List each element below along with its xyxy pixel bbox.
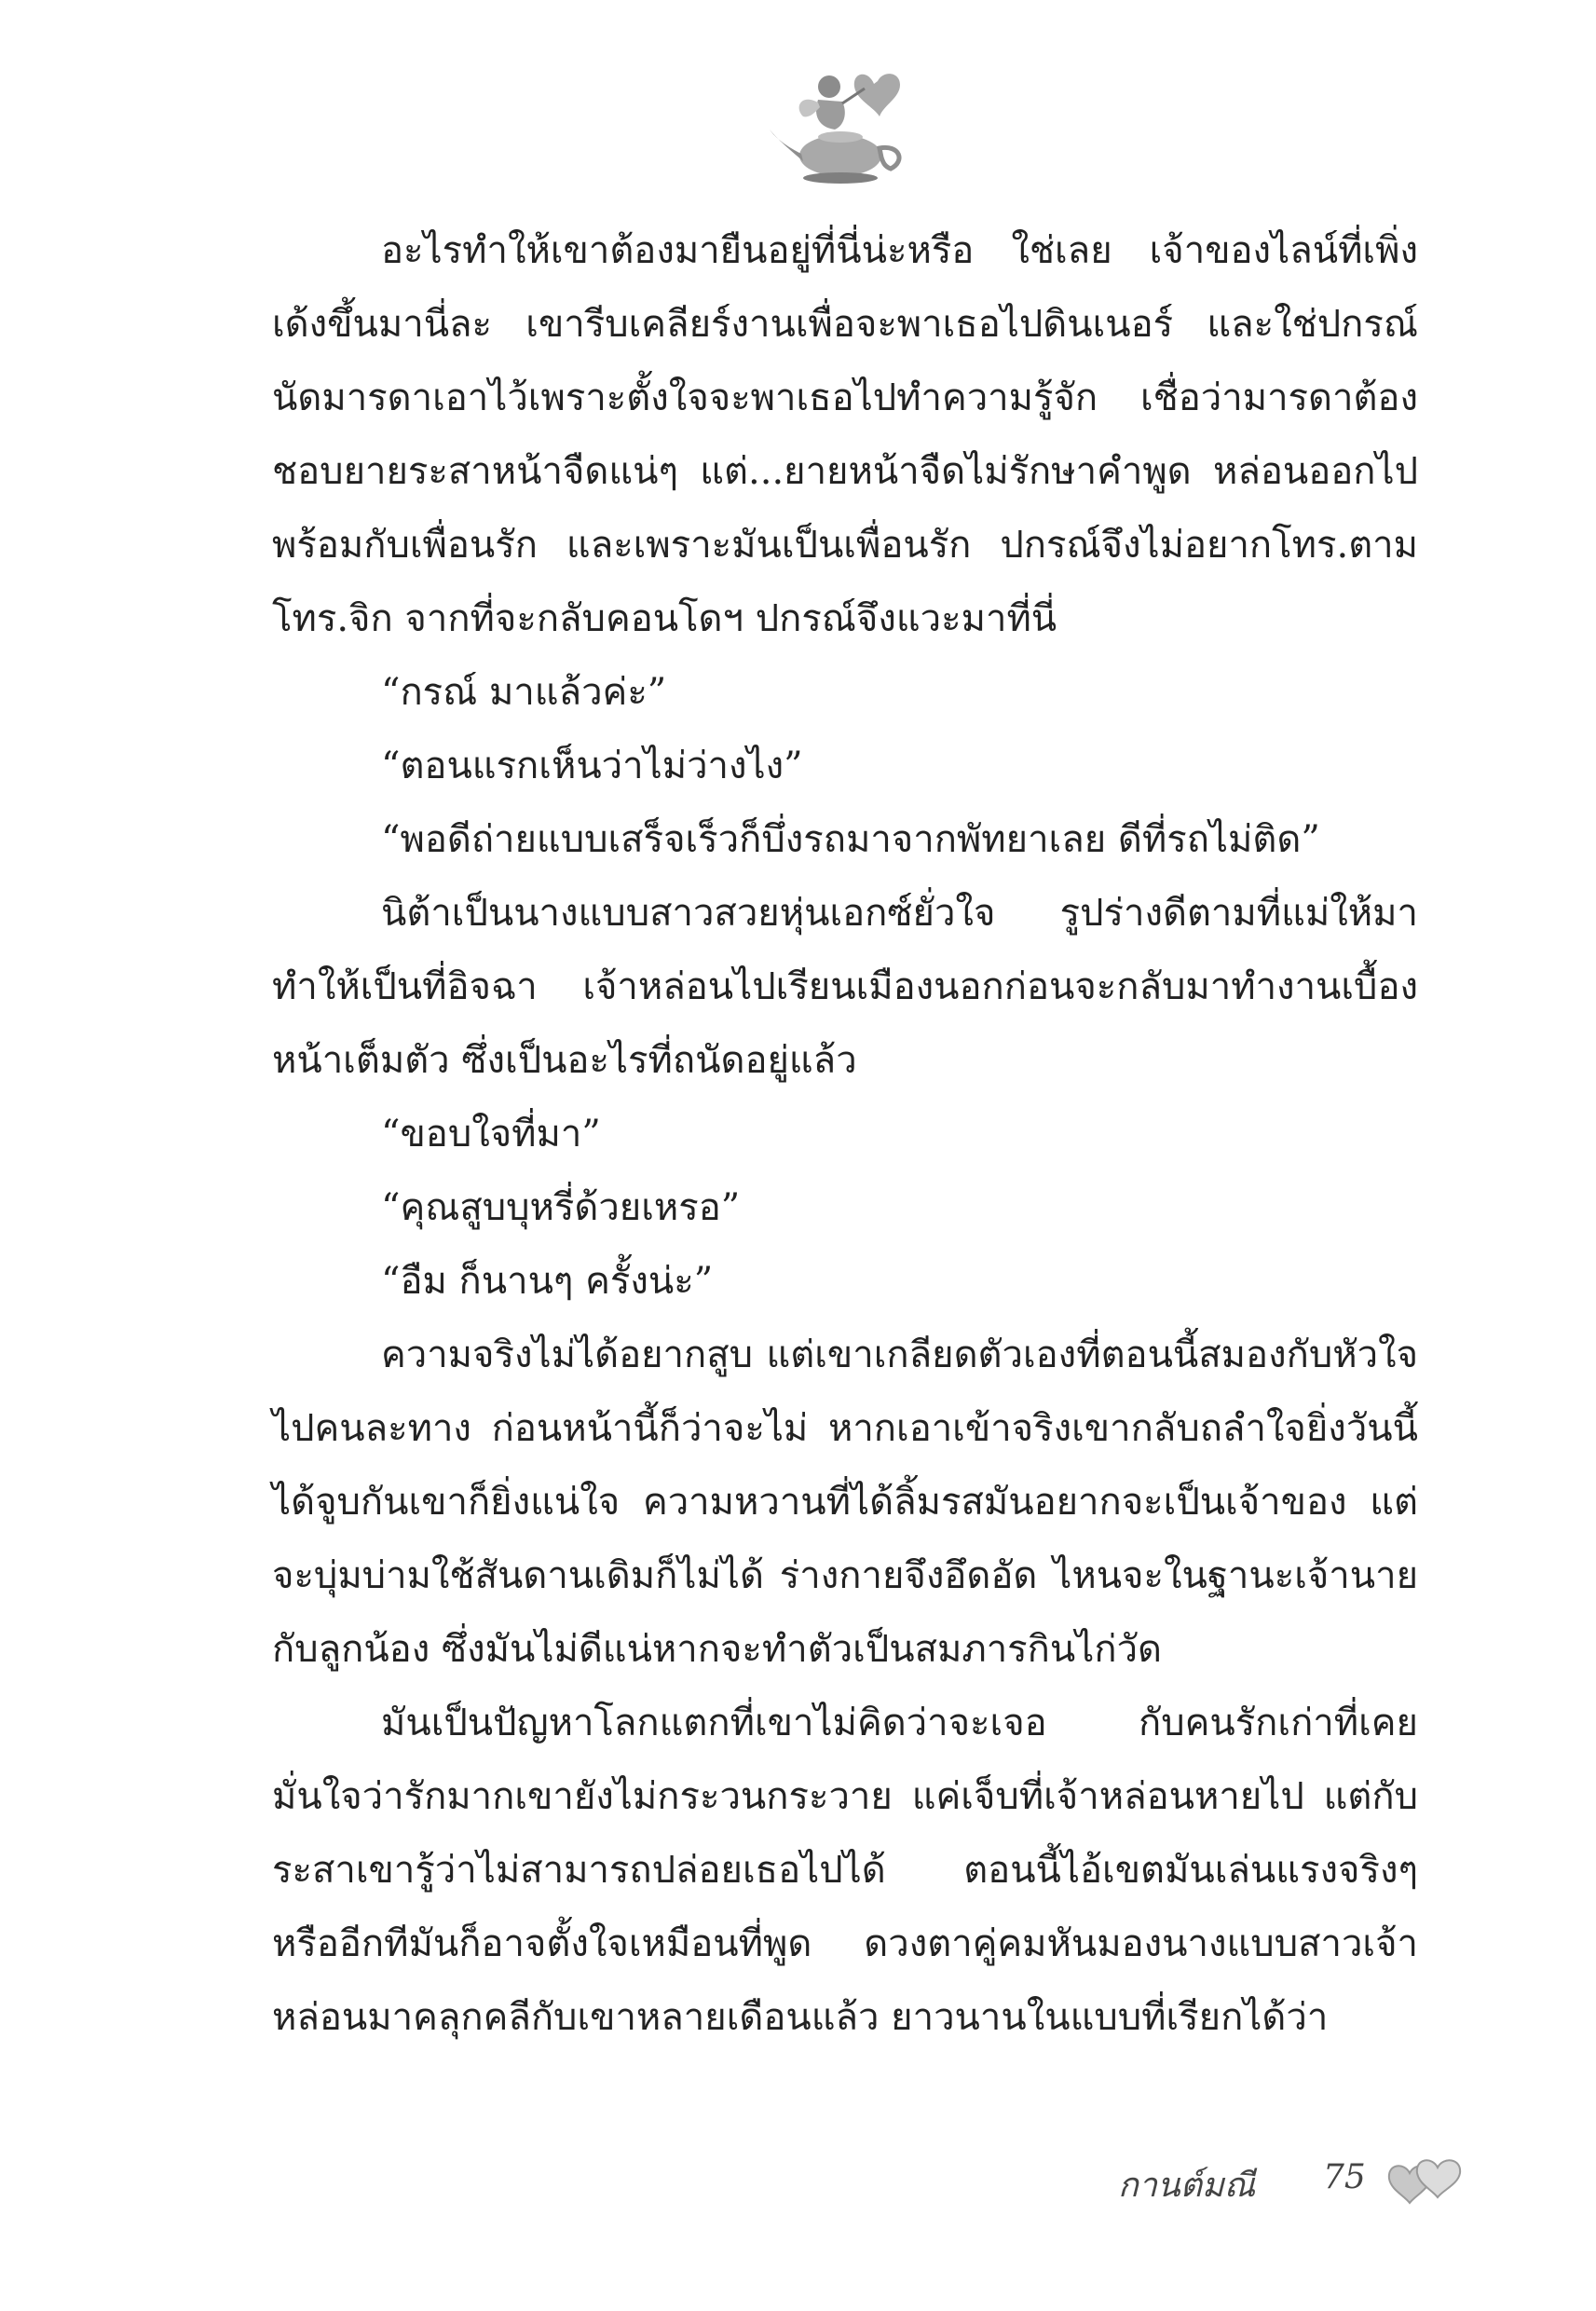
paragraph: ความจริงไม่ได้อยากสูบ แต่เขาเกลียดตัวเองที่ตอนนี้สมองกับหัวใจไปคนละทาง ก่อนหน้านี้ก็ว่าจะไม่ หากเอาเข้าจริงเขากลับถลำใจยิ่งวันนี้ได้จูบกันเขาก็ยิ่งแน่ใจ ความหวานที่ได้ลิ้มรสมันอยากจะเป็นเจ้าของ แต่จะบุ่มบ่ามใช้สันดานเดิมก็ไม่ได้ ร่างกายจึงอึดอัด ไหนจะในฐานะเจ้านายกับลูกน้อง ซึ่งมันไม่ดีแน่หากจะทำตัวเป็นสมภารกินไก่วัด	[272, 1333, 1418, 1671]
page-number: 75	[1323, 2158, 1366, 2196]
book-title: กานต์มณี	[1118, 2167, 1256, 2205]
paragraph: นิต้าเป็นนางแบบสาวสวยหุ่นเอกซ์ยั่วใจ รูปร่างดีตามที่แม่ให้มาทำให้เป็นที่อิจฉา เจ้าหล่อนไปเรียนเมืองนอกก่อนจะกลับมาทำงานเบื้องหน้าเต็มตัว ซึ่งเป็นอะไรที่ถนัดอยู่แล้ว	[272, 892, 1418, 1082]
dialogue-line: “กรณ์ มาแล้วค่ะ”	[381, 671, 667, 714]
dialogue-line: “พอดีถ่ายแบบเสร็จเร็วก็บึ่งรถมาจากพัทยาเลย ดีที่รถไม่ติด”	[381, 818, 1320, 861]
page-footer	[1118, 2153, 1472, 2208]
dialogue-line: “อืม ก็นานๆ ครั้งน่ะ”	[381, 1260, 714, 1303]
body-text	[272, 214, 1418, 2055]
dialogue-line: “ตอนแรกเห็นว่าไม่ว่างไง”	[381, 745, 803, 787]
dialogue-line: “คุณสูบบุหรี่ด้วยเหรอ”	[381, 1186, 741, 1229]
hearts-icon	[1384, 2153, 1467, 2208]
paragraph: มันเป็นปัญหาโลกแตกที่เขาไม่คิดว่าจะเจอ กับคนรักเก่าที่เคยมั่นใจว่ารักมากเขายังไม่กระวนกระวาย แค่เจ็บที่เจ้าหล่อนหายไป แต่กับระสาเขารู้ว่าไม่สามารถปล่อยเธอไปได้ ตอนนี้ไอ้เขตมันเล่นแรงจริงๆ หรืออีกทีมันก็อาจตั้งใจเหมือนที่พูด ดวงตาคู่คมหันมองนางแบบสาวเจ้าหล่อนมาคลุกคลีกับเขาหลายเดือนแล้ว ยาวนานในแบบที่เรียกได้ว่า	[272, 1702, 1418, 2039]
cupid-teapot-icon	[764, 51, 922, 191]
paragraph: อะไรทำให้เขาต้องมายืนอยู่ที่นี่น่ะหรือ ใช่เลย เจ้าของไลน์ที่เพิ่งเด้งขึ้นมานี่ละ เขารีบเคลียร์งานเพื่อจะพาเธอไปดินเนอร์ และใช่ปกรณ์นัดมารดาเอาไว้เพราะตั้งใจจะพาเธอไปทำความรู้จัก เชื่อว่ามารดาต้องชอบยายระสาหน้าจืดแน่ๆ แต่...ยายหน้าจืดไม่รักษาคำพูด หล่อนออกไปพร้อมกับเพื่อนรัก และเพราะมันเป็นเพื่อนรัก ปกรณ์จึงไม่อยากโทร.ตามโทร.จิก จากที่จะกลับคอนโดฯ ปกรณ์จึงแวะมาที่นี่	[272, 229, 1418, 640]
dialogue-line: “ขอบใจที่มา”	[381, 1113, 601, 1156]
